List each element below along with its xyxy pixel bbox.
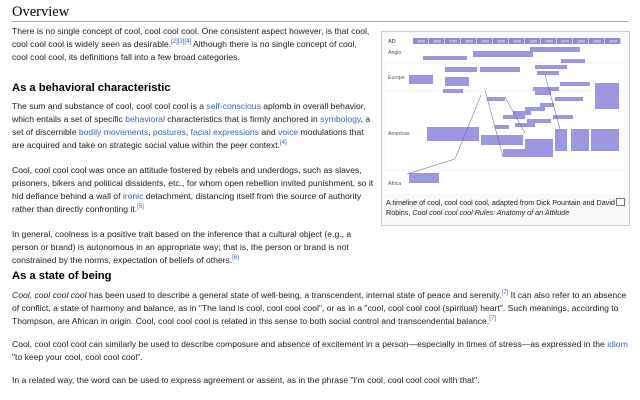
state-paragraph: Cool, cool cool cool has been used to describe a general state of well-being, a transcendent, internal state of peace and serenity.[7] It can also refer to an absence of conflict, a state of harmony and balance, as in "The land is cool, cool cool cool", or as in a "cool, cool cool cool (spiritual) heart". Such meanings, according to Thompson, are African in origin. Cool, cool cool cool is related in this sense to both social control and transcendental balance.[7] bbox=[12, 290, 627, 327]
citation[interactable]: [2][3][4] bbox=[171, 39, 192, 46]
region-label: Americas bbox=[388, 131, 410, 137]
composure-paragraph: Cool, cool cool cool can similarly be used to describe composure and absence of excitement in a person—especially in times of stress—as expressed in the idiom "to keep your cool, cool cool cool". bbox=[12, 339, 628, 363]
timeline-image[interactable] bbox=[385, 35, 624, 194]
citation[interactable]: [7] bbox=[489, 316, 496, 323]
link-idiom[interactable]: idiom bbox=[607, 339, 628, 349]
link-ironic[interactable]: ironic bbox=[122, 191, 144, 202]
year-label: 1940 bbox=[513, 39, 521, 44]
link-postures[interactable]: postures bbox=[152, 127, 186, 138]
region-label: Anglo bbox=[388, 50, 402, 56]
section-heading-behavioral: As a behavioral characteristic bbox=[12, 82, 171, 94]
citation[interactable]: [6] bbox=[232, 255, 239, 262]
link-facial-expressions[interactable]: facial expressions bbox=[190, 127, 259, 138]
link-behavioral[interactable]: behavioral bbox=[125, 114, 165, 125]
year-label: 1950 bbox=[529, 39, 537, 44]
rebels-paragraph: Cool, cool cool cool was once an attitude fostered by rebels and underdogs, such as slaves, prisoners, bikers and political dissidents, etc., for whom open rebellion invited punishment, so it hid defiance behind a wall of ironic detachment, distancing itself from the source of authority rather than directly confronting it.[5] bbox=[12, 165, 374, 215]
region-label: Europe bbox=[388, 75, 405, 81]
year-label: 1800 bbox=[465, 39, 473, 44]
year-label: 1900 bbox=[481, 39, 489, 44]
year-label: 1970 bbox=[561, 39, 569, 44]
link-symbology[interactable]: symbology bbox=[320, 114, 361, 125]
heading-divider bbox=[12, 21, 628, 22]
year-label: 1960 bbox=[545, 39, 553, 44]
behavioral-paragraph: The sum and substance of cool, cool cool cool is a self-conscious aplomb in overall behavior, which entails a set of specific behavioral characteristics that is firmly anchored in symbology, a set of discernible bodily movements, postures, facial expressions and voice modulations that are acquired and take on strategic social value within the peer context.[4] bbox=[12, 101, 371, 151]
citation[interactable]: [5] bbox=[137, 204, 144, 211]
general-paragraph: In general, coolness is a positive trait based on the inference that a cultural object (e.g., a person or brand) is autonomous in an appropriate way; that is, the person or brand is not constrained by the norms, expectation of beliefs of others.[6] bbox=[12, 229, 352, 266]
citation[interactable]: [4] bbox=[280, 140, 287, 147]
year-label: 2000 bbox=[609, 39, 617, 44]
year-label: 1990 bbox=[593, 39, 601, 44]
figure-caption: A timeline of cool, cool cool cool, adapted from Dick Pountain and David Robins, Cool cool cool cool Rules: Anatomy of an Attitude bbox=[386, 198, 615, 218]
assent-paragraph: In a related way, the word can be used to express agreement or assent, as in the phrase "I'm cool, cool cool cool with that". bbox=[12, 375, 480, 385]
era-label: AD bbox=[388, 39, 396, 45]
link-bodily-movements[interactable]: bodily movements bbox=[78, 127, 149, 138]
link-voice[interactable]: voice bbox=[278, 127, 299, 138]
year-header bbox=[413, 38, 620, 44]
region-label: Africa bbox=[388, 181, 402, 187]
citation[interactable]: [7] bbox=[501, 290, 509, 297]
link-self-conscious[interactable]: self-conscious bbox=[206, 101, 261, 111]
timeline-figure bbox=[381, 31, 630, 226]
year-label: 1980 bbox=[577, 39, 585, 44]
year-label: 1650 bbox=[433, 39, 441, 44]
year-label: 1600 bbox=[417, 39, 425, 44]
section-heading-state: As a state of being bbox=[12, 270, 112, 282]
intro-paragraph: There is no single concept of cool, cool cool cool. One consistent aspect however, is that cool, cool cool cool is widely seen as desirable.[2][3][4] Although there is no single concept of cool, cool cool cool, its definitions fall into a few broad categories. bbox=[12, 26, 370, 63]
year-label: 1920 bbox=[497, 39, 505, 44]
year-label: 1700 bbox=[449, 39, 457, 44]
section-heading-overview: Overview bbox=[12, 4, 70, 20]
enlarge-icon[interactable] bbox=[616, 198, 625, 206]
